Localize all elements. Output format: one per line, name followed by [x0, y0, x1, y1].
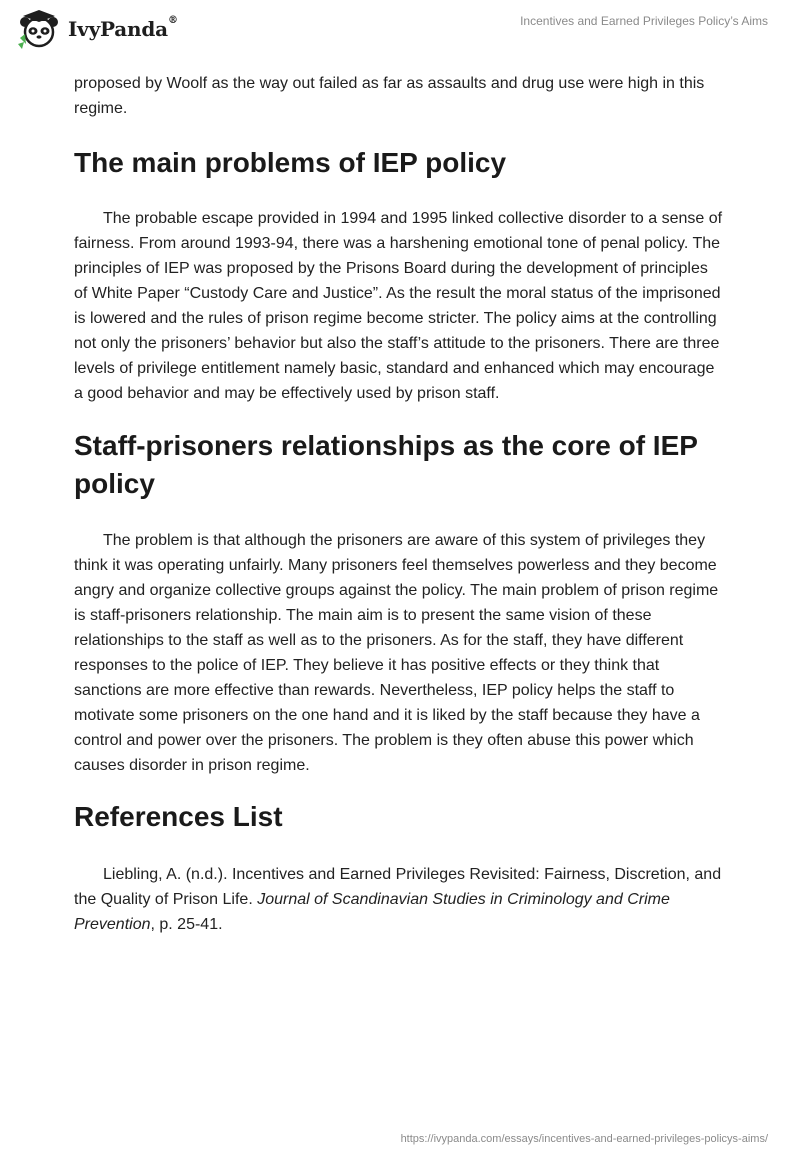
panda-logo-icon — [16, 8, 62, 50]
reference-journal: Journal of Scandinavian Studies in Criminology and Crime Prevention — [74, 891, 670, 933]
section-paragraph-main-problems: The probable escape provided in 1994 and 1995 linked collective disorder to a sense of fairness. From around 1993-94, there was a harshening emotional tone of penal policy. The principles of IEP was proposed by the Prisons Board during the development of principles of White Paper “Custody Care and Justice”. As the result the moral status of the imprisoned is lowered and the rules of prison regime become stricter. The policy aims at the controlling not only the prisoners’ behavior but also the staff’s attitude to the prisoners. There are three levels of privilege entitlement namely basic, standard and enhanced which may encourage a good behavior and may be effectively used by prison staff. — [74, 210, 723, 402]
reference-pages: , p. 25-41. — [150, 916, 223, 933]
section-heading-staff-relationships: Staff-prisoners relationships as the core of IEP policy — [74, 430, 698, 499]
reference-entry — [74, 862, 724, 937]
page-header — [0, 0, 800, 60]
section-heading-references: References List — [74, 801, 283, 832]
brand-name: IvyPanda® — [68, 15, 178, 41]
registered-mark: ® — [167, 15, 178, 26]
document-title: Incentives and Earned Privileges Policy’s Aims — [520, 14, 768, 28]
reference-text: Liebling, A. (n.d.). Incentives and Earned Privileges Revisited: Fairness, Discretion, and the Quality of Prison Life. — [74, 866, 722, 908]
section-paragraph-staff-relationships: The problem is that although the prisoners are aware of this system of privileges they think it was operating unfairly. Many prisoners feel themselves powerless and they become angry and organize collective groups against the policy. The main problem of prison regime is staff-prisoners relationship. The main aim is to present the same vision of these relationships to the staff as well as to the prisoners. As for the staff, they have different responses to the police of IEP. They believe it has positive effects or they think that sanctions are more effective than rewards. Nevertheless, IEP policy helps the staff to motivate some prisoners on the one hand and it is liked by the staff because they have a control and power over the prisoners. The problem is they often abuse this power which causes disorder in prison regime. — [74, 532, 719, 774]
ivypanda-logo[interactable] — [16, 8, 178, 50]
footer-url-link[interactable]: https://ivypanda.com/essays/incentives-and-earned-privileges-policys-aims/ — [400, 1133, 768, 1145]
intro-paragraph: proposed by Woolf as the way out failed as far as assaults and drug use were high in this regime. — [74, 75, 705, 117]
article-content — [74, 71, 724, 937]
section-heading-main-problems: The main problems of IEP policy — [74, 147, 507, 178]
